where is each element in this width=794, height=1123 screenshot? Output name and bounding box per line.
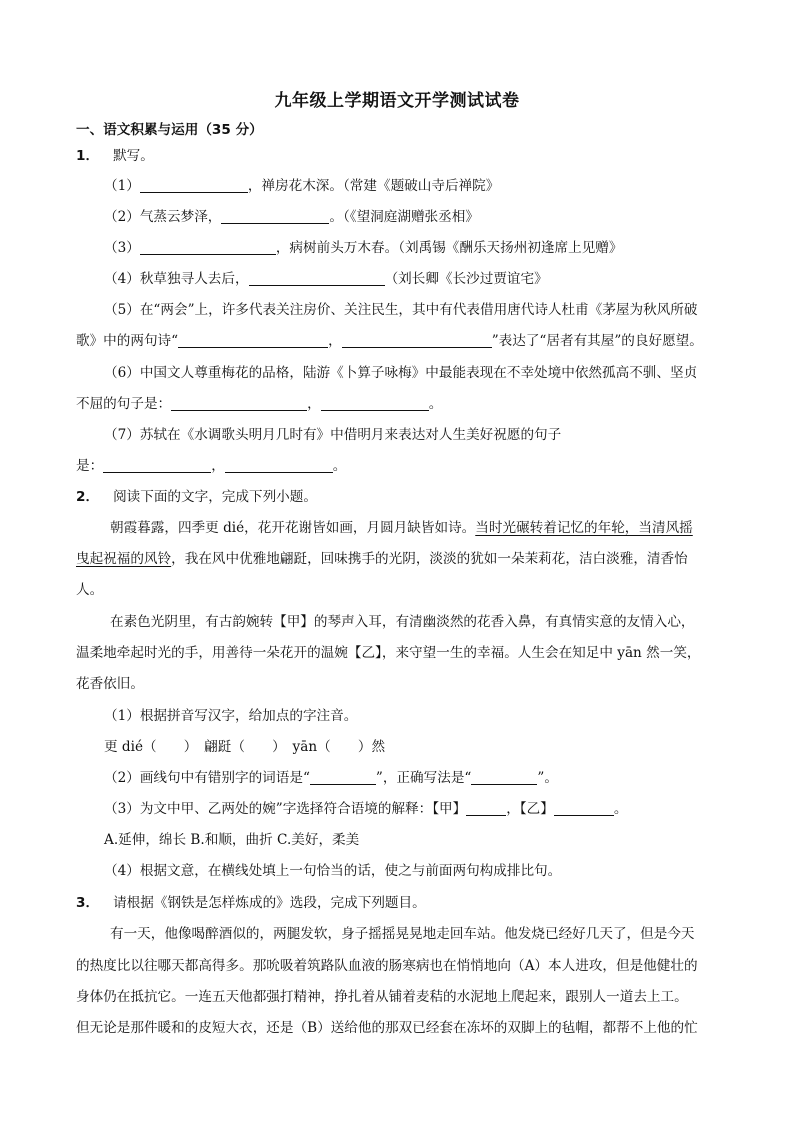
- question-stem: 请根据《钢铁是怎样炼成的》选段，完成下列题目。: [113, 895, 426, 911]
- answer-blank[interactable]: [178, 333, 328, 348]
- item-text: ，: [307, 396, 321, 412]
- item-text: （4）秋草独寻人去后，: [104, 271, 249, 287]
- item-label: （3）: [104, 240, 140, 256]
- passage-3-line3: 身体仍在抵抗它。一连五天他都强打精神，挣扎着从铺着麦秸的水泥地上爬起来，跟别人一道去上工。: [76, 989, 688, 1005]
- question-number: 1．: [76, 148, 100, 164]
- answer-blank[interactable]: [554, 801, 614, 816]
- item-text: 。（《望洞庭湖赠张丞相》: [329, 209, 479, 225]
- q1-item-7-line2: [76, 456, 726, 476]
- answer-blank[interactable]: [310, 770, 376, 785]
- q1-item-1: [104, 176, 754, 196]
- answer-blank[interactable]: [321, 396, 429, 411]
- q1-item-4: [104, 269, 754, 289]
- q2-sub-4: （4）根据文意，在横线处填上一句恰当的话，使之与前面两句构成排比句。: [104, 863, 562, 879]
- item-text: 。: [428, 396, 443, 412]
- q2-sub-1: （1）根据拼音写汉字，给加点的字注音。: [104, 708, 358, 724]
- answer-blank[interactable]: [225, 458, 333, 473]
- item-text: ，: [211, 458, 225, 474]
- q2-sub-3-options: A.延伸，绵长 B.和顺，曲折 C.美好，柔美: [104, 832, 360, 848]
- q1-item-6-line1: （6）中国文人尊重梅花的品格，陆游《卜算子咏梅》中最能表现在不幸处境中依然孤高不驯、坚贞: [104, 365, 698, 381]
- item-text: 是：: [76, 458, 104, 474]
- underlined-sentence: 当时光碾转着记忆的年轮，当清风摇: [475, 520, 693, 536]
- question-number: 2．: [76, 489, 100, 505]
- q2-sub-2: [104, 768, 754, 788]
- item-text: ”表达了“居者有其屋”的良好愿望。: [491, 333, 703, 349]
- page-title: 九年级上学期语文开学测试试卷: [274, 91, 520, 111]
- answer-blank[interactable]: [342, 333, 492, 348]
- passage-1-line3: 人。: [76, 582, 104, 598]
- q2-sub-1-items: 更 dié（ ） 翩跹（ ） yān（ ）然: [104, 739, 386, 755]
- answer-blank[interactable]: [221, 209, 329, 224]
- question-number: 3．: [76, 895, 100, 911]
- item-text: （2）画线句中有错别字的词语是“: [104, 770, 310, 786]
- answer-blank[interactable]: [466, 801, 506, 816]
- q1-item-3: [104, 238, 754, 258]
- section-heading: 一、语文积累与运用（35 分）: [76, 122, 263, 138]
- answer-blank[interactable]: [140, 178, 248, 193]
- item-text: ，病树前头万木春。（刘禹锡《酬乐天扬州初逢席上见赠》: [275, 240, 623, 256]
- item-text: ，: [328, 333, 342, 349]
- item-text: 。: [332, 458, 347, 474]
- q1-item-5-line1: （5）在“两会”上，许多代表关注房价、关注民生，其中有代表借用唐代诗人杜甫《茅屋为秋风所破: [104, 302, 698, 318]
- underlined-sentence: 曳起祝福的风铃: [76, 551, 172, 567]
- q1-item-2: [104, 207, 754, 227]
- passage-3-line4: 但无论是那件暖和的皮短大衣，还是（B）送给他的那双已经套在冻坏的双脚上的毡帽，都帮不上他的忙: [76, 1020, 698, 1036]
- answer-blank[interactable]: [249, 271, 385, 286]
- passage-1-line2: [76, 549, 726, 569]
- passage-2-line1: 在素色光阴里，有古韵婉转【甲】的琴声入耳，有清幽淡然的花香入鼻，有真情实意的友情入心，: [110, 614, 695, 630]
- item-text: （3）为文中甲、乙两处的婉”字选择符合语境的解释：【甲】: [104, 801, 467, 817]
- item-text: 不屈的句子是：: [76, 396, 172, 412]
- passage-3-line1: 有一天，他像喝醉酒似的，两腿发软，身子摇摇晃晃地走回车站。他发烧已经好几天了，但是今天: [110, 926, 695, 942]
- question-2: [76, 487, 726, 507]
- q1-item-6-line2: [76, 394, 726, 414]
- q1-item-7-line1: （7）苏轼在《水调歌头明月几时有》中借明月来表达对人生美好祝愿的句子: [104, 427, 562, 443]
- passage-text: ，我在风中优雅地翩跹，回味携手的光阴，淡淡的犹如一朵茉莉花，洁白淡雅，清香怡: [171, 551, 688, 567]
- passage-1-line1: [110, 518, 760, 538]
- answer-blank[interactable]: [471, 770, 537, 785]
- item-label: （1）: [104, 178, 140, 194]
- item-text: （刘长卿《长沙过贾谊宅》: [384, 271, 548, 287]
- passage-2-line2: 温柔地牵起时光的手，用善待一朵花开的温婉【乙】，来守望一生的幸福。人生会在知足中 yān 然一笑，: [76, 645, 701, 661]
- item-text: 。: [613, 801, 628, 817]
- q1-item-5-line2: [76, 331, 726, 351]
- question-stem: 默写。: [113, 148, 154, 164]
- passage-text: 朝霞暮露，四季更 dié，花开花谢皆如画，月圆月缺皆如诗。: [110, 520, 476, 536]
- answer-blank[interactable]: [103, 458, 211, 473]
- item-text: 歌》中的两句诗“: [76, 333, 179, 349]
- question-3: [76, 893, 726, 913]
- item-text: ”，正确写法是“: [375, 770, 472, 786]
- answer-blank[interactable]: [140, 240, 276, 255]
- q2-sub-3: [104, 799, 754, 819]
- passage-2-line3: 花香依旧。: [76, 676, 144, 692]
- item-text: ，【乙】: [506, 801, 554, 817]
- passage-3-line2: 的热度比以往哪天都高得多。那吮吸着筑路队血液的肠寒病也在悄悄地向（A）本人进攻，但是他健壮的: [76, 958, 698, 974]
- answer-blank[interactable]: [171, 396, 307, 411]
- item-text: （2）气蒸云梦泽，: [104, 209, 222, 225]
- item-text: ，禅房花木深。（常建《题破山寺后禅院》: [247, 178, 500, 194]
- question-stem: 阅读下面的文字，完成下列小题。: [113, 489, 317, 505]
- item-text: ”。: [537, 770, 558, 786]
- question-1: [76, 146, 726, 166]
